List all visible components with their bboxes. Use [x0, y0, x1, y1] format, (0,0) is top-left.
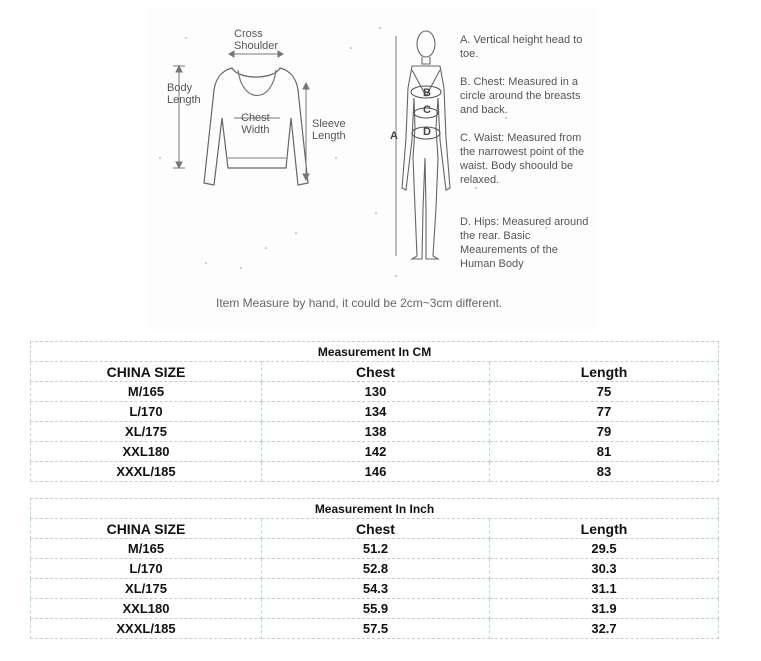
length-cell: 30.3 — [490, 559, 719, 579]
table-header-row — [31, 519, 719, 539]
sleeve-length-label-line2: Length — [312, 130, 346, 142]
length-cell: 83 — [490, 462, 719, 482]
table-row — [31, 539, 719, 559]
size-cell: XL/175 — [31, 579, 262, 599]
chest-cell: 52.8 — [262, 559, 490, 579]
header-china-size: CHINA SIZE — [31, 519, 262, 539]
table-row — [31, 442, 719, 462]
note-vertical-height: A. Vertical height head to toe. — [460, 34, 583, 60]
chest-cell: 57.5 — [262, 619, 490, 639]
size-cell: XXL180 — [31, 599, 262, 619]
note-chest: B. Chest: Measured in a circle around the breasts and back. — [460, 76, 581, 116]
measurement-diagram — [146, 8, 598, 330]
size-cell: XXL180 — [31, 442, 262, 462]
body-length-label-line1: Body — [167, 82, 193, 94]
cross-shoulder-label-line1: Cross — [234, 28, 263, 40]
table-row — [31, 422, 719, 442]
length-cell: 29.5 — [490, 539, 719, 559]
letter-d: D — [423, 126, 431, 138]
size-cell: L/170 — [31, 559, 262, 579]
table-row — [31, 382, 719, 402]
size-cell: XL/175 — [31, 422, 262, 442]
sleeve-length-label — [312, 118, 346, 142]
letter-a: A — [390, 130, 398, 142]
letter-c: C — [423, 104, 431, 116]
body-length-label-line2: Length — [167, 94, 201, 106]
length-cell: 81 — [490, 442, 719, 462]
cross-shoulder-label-line2: Shoulder — [234, 40, 279, 52]
chest-width-label-line2: Width — [241, 124, 270, 136]
chest-cell: 55.9 — [262, 599, 490, 619]
length-cell: 32.7 — [490, 619, 719, 639]
body-length-label — [167, 82, 201, 106]
size-cell: XXXL/185 — [31, 462, 262, 482]
chest-cell: 146 — [262, 462, 490, 482]
size-cell: M/165 — [31, 539, 262, 559]
letter-b: B — [423, 87, 431, 99]
header-chest: Chest — [262, 362, 490, 382]
chest-width-label-line1: Chest — [241, 112, 270, 124]
header-china-size: CHINA SIZE — [31, 362, 262, 382]
chest-cell: 51.2 — [262, 539, 490, 559]
header-length: Length — [490, 519, 719, 539]
note-waist: C. Waist: Measured from the narrowest point of the waist. Body shoould be relaxed. — [460, 132, 585, 186]
size-table-cm — [30, 341, 719, 482]
size-cell: M/165 — [31, 382, 262, 402]
table-row — [31, 559, 719, 579]
length-cell: 77 — [490, 402, 719, 422]
chest-cell: 134 — [262, 402, 490, 422]
length-cell: 75 — [490, 382, 719, 402]
table-row — [31, 579, 719, 599]
table-header-row — [31, 362, 719, 382]
size-cell: XXXL/185 — [31, 619, 262, 639]
length-cell: 31.9 — [490, 599, 719, 619]
measure-disclaimer: Item Measure by hand, it could be 2cm~3cm different. — [216, 296, 503, 310]
length-cell: 31.1 — [490, 579, 719, 599]
length-cell: 79 — [490, 422, 719, 442]
chest-cell: 142 — [262, 442, 490, 462]
header-length: Length — [490, 362, 719, 382]
size-table-inch — [30, 498, 719, 639]
cross-shoulder-label — [234, 28, 278, 52]
size-cell: L/170 — [31, 402, 262, 422]
chest-cell: 138 — [262, 422, 490, 442]
table-row — [31, 462, 719, 482]
table-row — [31, 402, 719, 422]
table-title-cm: Measurement In CM — [31, 342, 719, 362]
chest-width-label — [241, 112, 270, 136]
table-row — [31, 599, 719, 619]
sleeve-length-label-line1: Sleeve — [312, 118, 346, 130]
note-hips: D. Hips: Measured around the rear. Basic Meaurements of the Human Body — [460, 216, 589, 270]
chest-cell: 54.3 — [262, 579, 490, 599]
human-figure — [396, 31, 450, 259]
chest-cell: 130 — [262, 382, 490, 402]
table-row — [31, 619, 719, 639]
header-chest: Chest — [262, 519, 490, 539]
table-title-inch: Measurement In Inch — [31, 499, 719, 519]
